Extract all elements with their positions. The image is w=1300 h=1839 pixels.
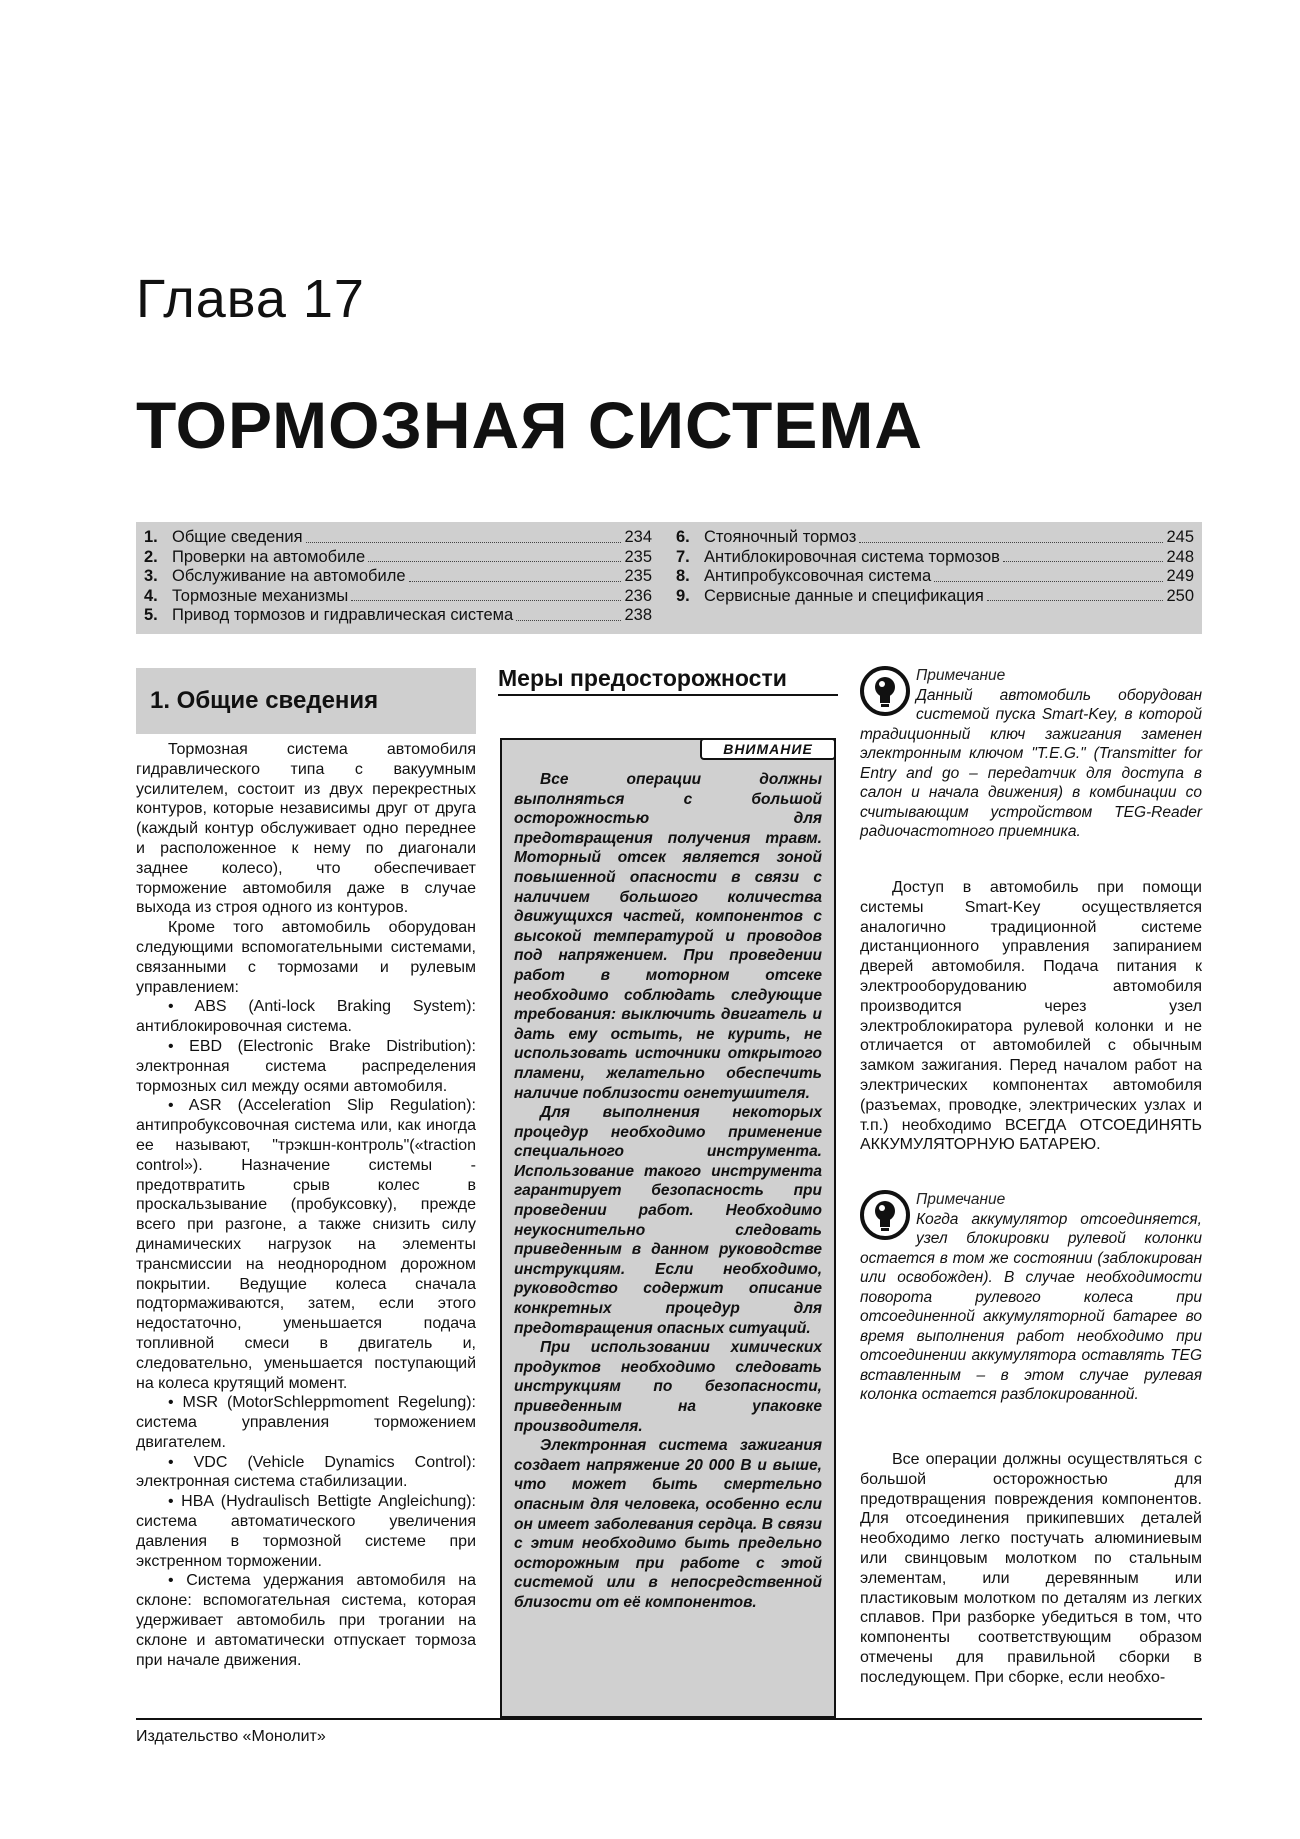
bullet-item: • EBD (Electronic Brake Distribution): электронная система распределения тормозных сил между осями автомобиля. — [136, 1037, 476, 1095]
toc-item[interactable] — [144, 606, 652, 626]
toc-item[interactable] — [144, 548, 652, 568]
general-info-column — [136, 740, 476, 1670]
toc-title: Стояночный тормоз — [704, 528, 857, 546]
toc-page: 235 — [624, 547, 652, 566]
toc-num: 9. — [676, 586, 690, 605]
note-label: Примечание — [916, 1191, 1006, 1208]
toc-item[interactable] — [676, 567, 1194, 587]
toc-title: Привод тормозов и гидравлическая система — [172, 606, 514, 624]
paragraph: Доступ в автомобиль при помощи системы Smart-Key осуществляется аналогично традиционной системе дистанционного управления запиранием дверей автомобиля. Подача питания к электрооборудованию автомобиля производится через узел электроблокиратора рулевой колонки и не отличается от автомобилей с обычным замком зажигания. Перед началом работ на электрических компонентах автомобиля (разъемах, проводке, электрических узлах и т.п.) необходимо ВСЕГДА ОТСОЕДИНЯТЬ АККУМУЛЯТОРНУЮ БАТАРЕЮ. — [860, 879, 1202, 1154]
toc-num: 6. — [676, 528, 690, 546]
toc-num: 8. — [676, 567, 690, 585]
toc-num: 7. — [676, 547, 690, 566]
warning-text — [514, 770, 822, 1613]
note-text: Данный автомобиль оборудован системой пуска Smart-Key, в которой традиционный ключ зажигания заменен электронным ключом "T.E.G." (Transmitter for Entry and go – передатчик для доступа в салон и начала движения) в комбинации со считывающим устройством TEG-Reader радиочастотного приемника. — [860, 686, 1202, 840]
note-text: Когда аккумулятор отсоединяется, узел блокировки рулевой колонки остается в том же состоянии (заблокирован или освобожден). В случае необходимости поворота рулевого колеса при отсоединенной аккумуляторной батарее во время выполнения работ необходимо при отсоединении аккумулятора оставлять TEG вставленным – в этом случае рулевая колонка остается разблокированной. — [860, 1210, 1202, 1403]
bullet-item: • MSR (MotorSchleppmoment Regelung): система управления торможением двигателем. — [136, 1394, 476, 1451]
toc-item[interactable] — [676, 528, 1194, 548]
bullet-item: • ABS (Anti-lock Braking System): антиблокировочная система. — [136, 998, 476, 1036]
toc-page: 238 — [624, 606, 652, 624]
toc-title: Антипробуксовочная система — [704, 567, 932, 585]
toc-item[interactable] — [676, 587, 1194, 607]
precautions-heading: Меры предосторожности — [498, 664, 838, 696]
toc-item[interactable] — [144, 528, 652, 548]
toc-title: Проверки на автомобиле — [172, 547, 366, 566]
lightbulb-icon — [860, 1190, 910, 1240]
toc-left-column — [144, 528, 652, 626]
table-of-contents — [136, 522, 1202, 634]
publisher-footer: Издательство «Монолит» — [136, 1728, 326, 1745]
toc-page: 245 — [1166, 528, 1194, 546]
toc-page: 249 — [1166, 567, 1194, 585]
bullet-item: • VDC (Vehicle Dynamics Control): электронная система стабилизации. — [136, 1453, 476, 1491]
toc-title: Тормозные механизмы — [172, 586, 349, 605]
bullet-item: • HBA (Hydraulisch Bettigte Angleichung): система автоматического увеличения давления в тормозной системе при экстренном торможении. — [136, 1493, 476, 1570]
toc-item[interactable] — [676, 548, 1194, 568]
toc-item[interactable] — [144, 567, 652, 587]
toc-num: 2. — [144, 547, 158, 566]
toc-title: Обслуживание на автомобиле — [172, 567, 406, 585]
paragraph: Все операции должны осуществляться с большой осторожностью для предотвращения повреждения компонентов. Для отсоединения прикипевших деталей необходимо легко постучать алюминиевым или свинцовым молотком по стальным элементам, или деревянным или пластиковым молотком по деталям из легких сплавов. При разборке убедиться в том, что компоненты соответствующим образом отмечены для правильной сборки в последующем. При сборке, если необхо- — [860, 1451, 1202, 1686]
warning-label: ВНИМАНИЕ — [700, 738, 836, 760]
paragraph: Кроме того автомобиль оборудован следующими вспомогательными системами, связанными с тормозами и рулевым управлением: — [136, 919, 476, 996]
warning-paragraph: Электронная система зажигания создает напряжение 20 000 В и выше, что может быть смертельно опасным для человека, особенно если он имеет заболевания сердца. В связи с этим необходимо быть предельно осторожным при работе с этой системой или в непосредственной близости от её компонентов. — [514, 1437, 822, 1611]
toc-title: Общие сведения — [172, 528, 303, 546]
warning-paragraph: Все операции должны выполняться с большой осторожностью для предотвращения получения травм. Моторный отсек является зоной повышенной опасности в связи с наличием большого количества движущихся частей, компонентов с высокой температурой и проводов под напряжением. При проведении работ в моторном отсеке необходимо соблюдать следующие требования: выключить двигатель и дать ему остыть, не курить, не использовать источники открытого пламени, желательно обеспечить наличие поблизости огнетушителя. — [514, 771, 822, 1102]
note-label: Примечание — [916, 667, 1006, 684]
warning-box — [500, 738, 836, 1718]
toc-page: 236 — [624, 586, 652, 605]
bullet-item: • Система удержания автомобиля на склоне: вспомогательная система, которая удерживает автомобиль при трогании на склоне и автоматически отпускает тормоза при начале движения. — [136, 1572, 476, 1669]
note-battery — [860, 1190, 1202, 1405]
toc-right-column — [676, 528, 1194, 606]
operations-column — [860, 1450, 1202, 1688]
note-smart-key — [860, 666, 1202, 842]
paragraph: Тормозная система автомобиля гидравлического типа с вакуумным усилителем, состоит из двух перекрестных контуров, которые независимы друг от друга (каждый контур обслуживает одно переднее и расположенное к нему по диагонали заднее колесо), что обеспечивает торможение автомобиля даже в случае выхода из строя одного из контуров. — [136, 741, 476, 917]
warning-paragraph: Для выполнения некоторых процедур необходимо применение специального инструмента. Использование такого инструмента гарантирует безопасность при проведении работ. Необходимо неукоснительно следовать приведенным в данном руководстве инструкциям. Если необходимо, руководство содержит описание конкретных процедур для предотвращения опасных ситуаций. — [514, 1104, 822, 1337]
warning-paragraph: При использовании химических продуктов необходимо следовать инструкциям по безопасности, приведенным на упаковке производителя. — [514, 1339, 822, 1435]
toc-title: Антиблокировочная система тормозов — [704, 547, 1000, 566]
lightbulb-icon — [860, 666, 910, 716]
toc-num: 5. — [144, 606, 158, 624]
toc-title: Сервисные данные и спецификация — [704, 586, 984, 605]
chapter-number: Глава 17 — [136, 269, 365, 329]
toc-page: 235 — [624, 567, 652, 585]
footer-divider — [136, 1718, 1202, 1720]
smart-key-column — [860, 878, 1202, 1155]
toc-num: 4. — [144, 586, 158, 605]
toc-page: 248 — [1166, 547, 1194, 566]
toc-page: 250 — [1166, 586, 1194, 605]
chapter-title: ТОРМОЗНАЯ СИСТЕМА — [136, 388, 924, 462]
section-heading: 1. Общие сведения — [136, 668, 476, 734]
bullet-item: • ASR (Acceleration Slip Regulation): антипробуксовочная система или, как иногда ее называют, "трэкшн-контроль"(«traction control»). Назначение системы - предотвратить срыв колес в проскальзывание (пробуксовку), прежде всего при разгоне, а также снизить силу динамических нагрузок на элементы трансмиссии на неоднородном дорожном покрытии. Ведущие колеса сначала подтормаживаются, затем, если этого недостаточно, уменьшается подача топливной смеси в двигатель и, следовательно, уменьшается поступающий на колеса крутящий момент. — [136, 1097, 476, 1392]
toc-num: 3. — [144, 567, 158, 585]
toc-item[interactable] — [144, 587, 652, 607]
toc-page: 234 — [624, 528, 652, 546]
toc-num: 1. — [144, 528, 158, 546]
